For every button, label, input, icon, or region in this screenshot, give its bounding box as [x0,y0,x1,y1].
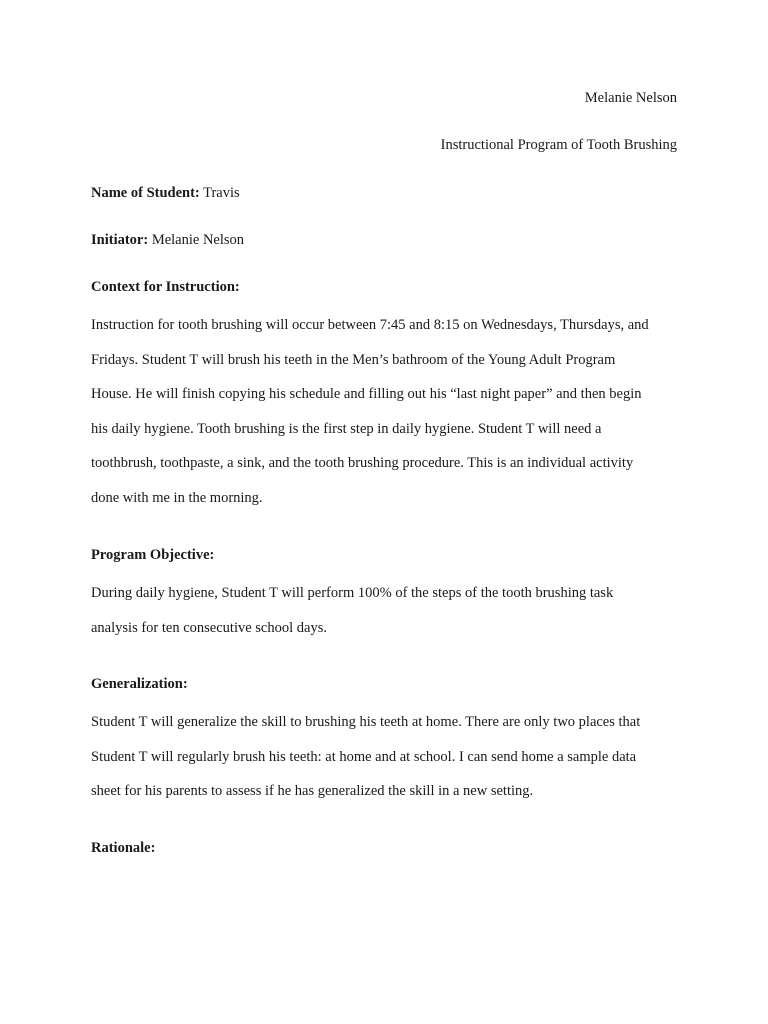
initiator-value: Melanie Nelson [151,232,245,248]
initiator-label: Initiator: [91,232,149,248]
context-line: House. He will finish copying his schedule and filling out his “last night paper” and then begin [91,386,642,403]
generalization-line: sheet for his parents to assess if he has generalized the skill in a new setting. [91,783,534,800]
context-line: Fridays. Student T will brush his teeth in the Men’s bathroom of the Young Adult Program [91,351,616,368]
document-title: Instructional Program of Tooth Brushing [440,137,677,153]
context-line: done with me in the morning. [91,489,263,506]
context-paragraph [91,308,691,516]
generalization-line: Student T will regularly brush his teeth: at home and at school. I can send home a sample data [91,748,637,765]
generalization-paragraph [91,705,691,809]
author-name: Melanie Nelson [584,90,677,106]
student-field [91,184,240,202]
context-line: his daily hygiene. Tooth brushing is the first step in daily hygiene. Student T will need a [91,420,602,437]
generalization-heading: Generalization: [91,676,188,692]
objective-heading: Program Objective: [91,547,215,563]
generalization-line: Student T will generalize the skill to brushing his teeth at home. There are only two places that [91,714,641,730]
context-line: Instruction for tooth brushing will occur between 7:45 and 8:15 on Wednesdays, Thursdays, and [91,317,649,333]
student-label: Name of Student: [91,185,200,201]
context-line: toothbrush, toothpaste, a sink, and the tooth brushing procedure. This is an individual activity [91,455,634,472]
objective-line: analysis for ten consecutive school days. [91,619,327,636]
rationale-heading: Rationale: [91,840,156,856]
context-heading: Context for Instruction: [91,279,240,295]
objective-paragraph [91,576,691,645]
initiator-field [91,231,244,249]
student-value: Travis [203,185,240,201]
objective-line: During daily hygiene, Student T will perform 100% of the steps of the tooth brushing task [91,585,614,601]
